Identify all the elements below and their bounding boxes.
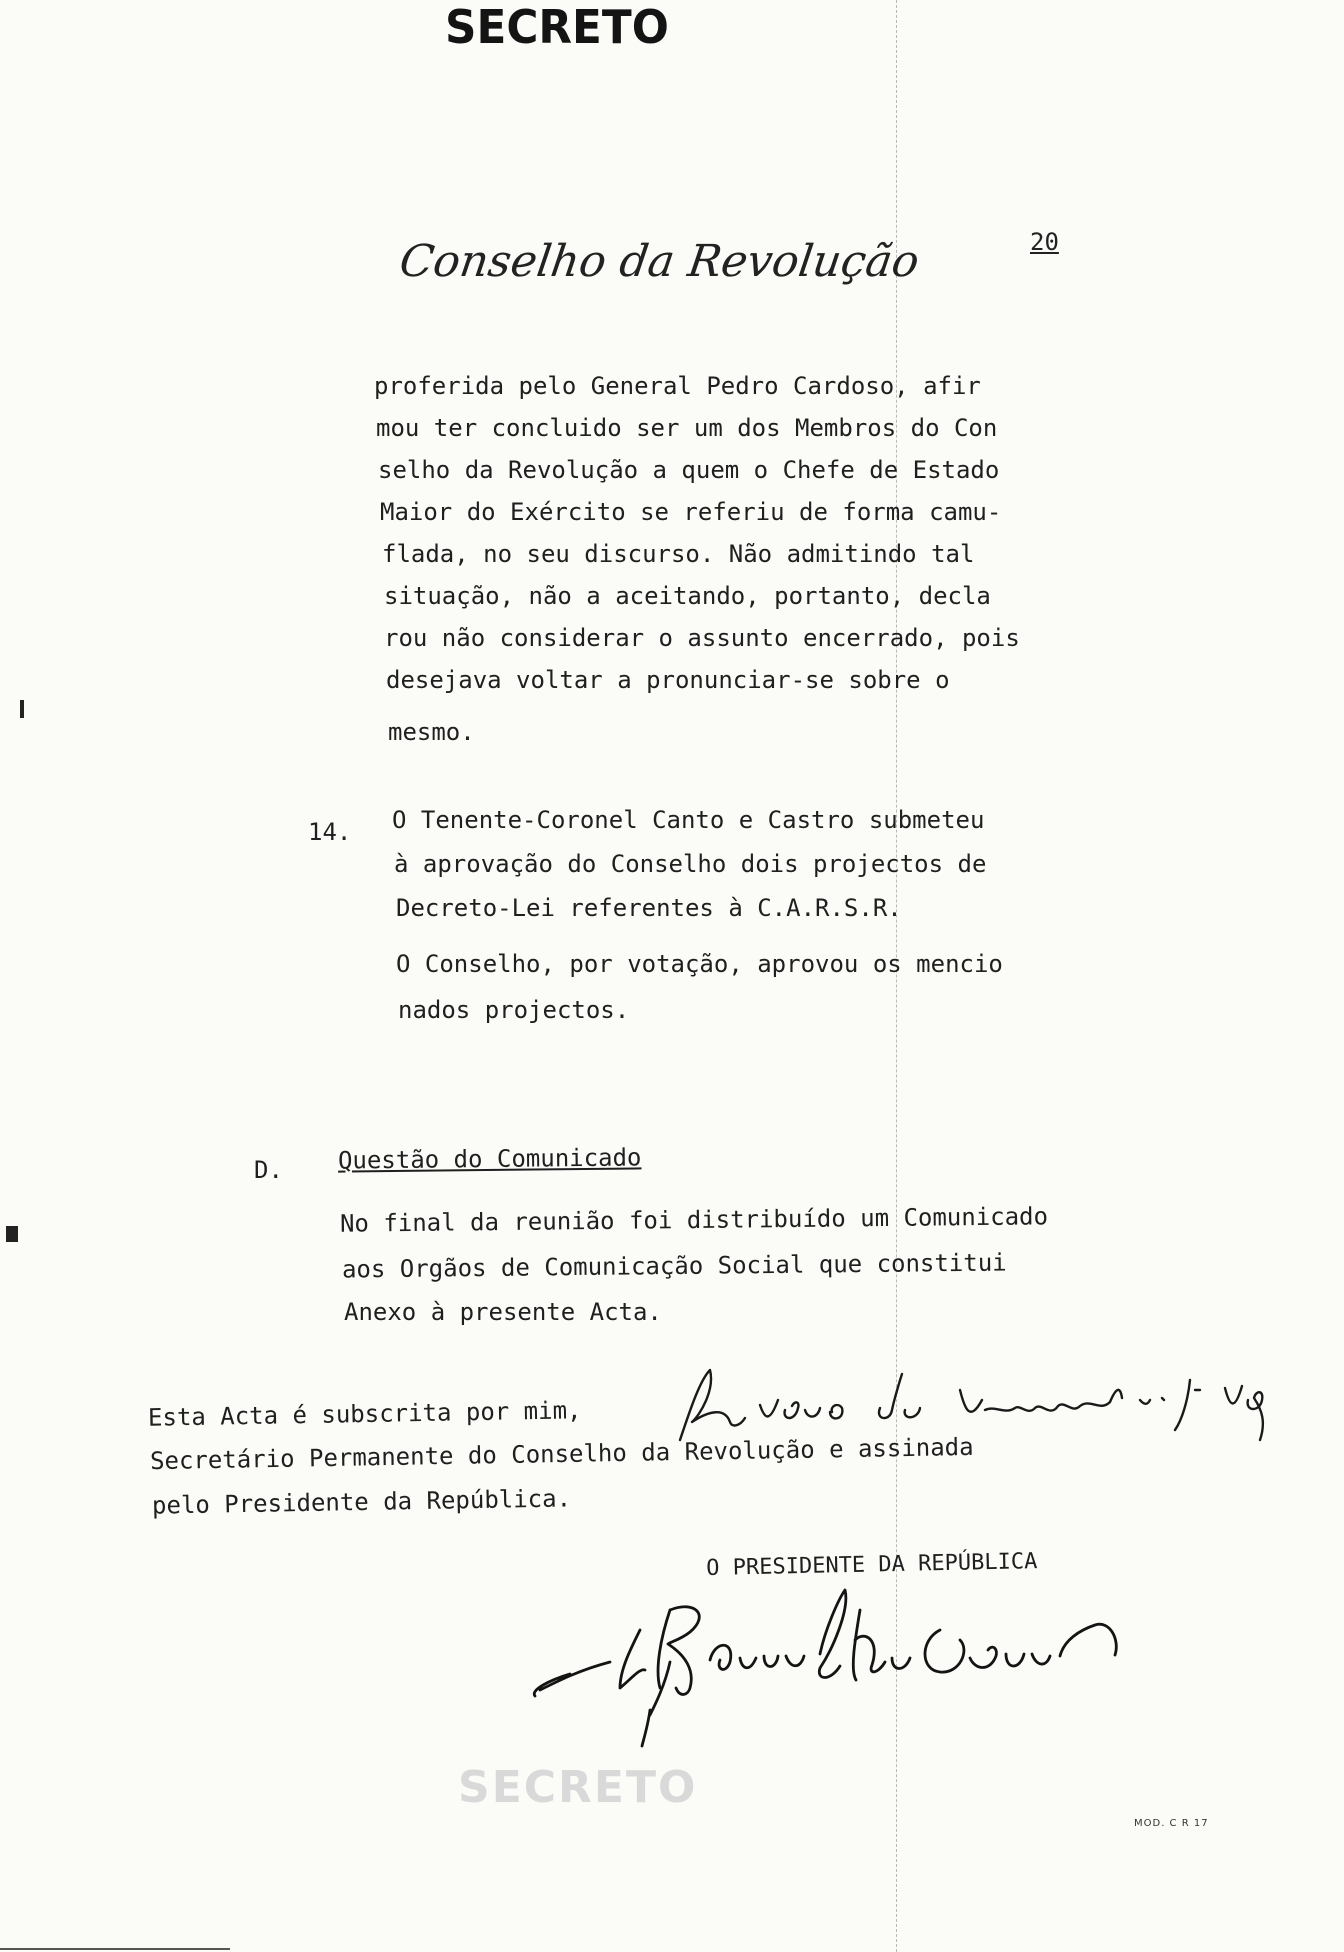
- text-line: No final da reunião foi distribuído um Comunicado: [339, 1202, 1049, 1238]
- president-signature: [520, 1570, 1240, 1750]
- text-line: Decreto-Lei referentes à C.A.R.S.R.: [396, 894, 902, 922]
- text-line: mesmo.: [388, 718, 475, 746]
- president-caption: O PRESIDENTE DA REPÚBLICA: [706, 1549, 1038, 1581]
- text-line: selho da Revolução a quem o Chefe de Estado: [378, 456, 1000, 484]
- section-letter: D.: [254, 1156, 283, 1184]
- text-line: proferida pelo General Pedro Cardoso, afir: [374, 372, 981, 400]
- secretary-signature: [670, 1360, 1270, 1450]
- text-line: flada, no seu discurso. Não admitindo tal: [382, 540, 975, 568]
- edge-mark: [6, 1226, 18, 1242]
- edge-mark: [20, 700, 24, 718]
- text-line: desejava voltar a pronunciar-se sobre o: [386, 666, 950, 694]
- text-line: Esta Acta é subscrita por mim,: [147, 1396, 582, 1432]
- text-line: O Conselho, por votação, aprovou os mencio: [396, 950, 1003, 978]
- text-line: aos Orgãos de Comunicação Social que constitui: [341, 1248, 1007, 1284]
- section-title: Questão do Comunicado: [337, 1143, 642, 1175]
- secret-stamp-bottom-faded: SECRETO: [458, 1762, 698, 1813]
- text-line: Anexo à presente Acta.: [344, 1298, 662, 1326]
- letterhead-title: Conselho da Revolução: [396, 236, 923, 287]
- text-line: Maior do Exército se referiu de forma camu-: [380, 498, 1002, 526]
- text-line: pelo Presidente da República.: [151, 1484, 572, 1520]
- text-line: situação, não a aceitando, portanto, decla: [384, 582, 991, 610]
- text-line: mou ter concluido ser um dos Membros do Con: [376, 414, 998, 442]
- text-line: Secretário Permanente do Conselho da Revolução e assinada: [149, 1432, 974, 1476]
- text-line: à aprovação do Conselho dois projectos de: [394, 850, 987, 878]
- text-line: O Tenente-Coronel Canto e Castro submeteu: [392, 806, 985, 834]
- secret-stamp-top: SECRETO: [445, 0, 669, 54]
- page-number: 20: [1030, 228, 1059, 256]
- text-line: nados projectos.: [398, 996, 630, 1024]
- edge-mark: [0, 1948, 230, 1950]
- item-number: 14.: [308, 818, 352, 846]
- form-code: MOD. C R 17: [1134, 1818, 1209, 1829]
- text-line: rou não considerar o assunto encerrado, pois: [384, 624, 1020, 652]
